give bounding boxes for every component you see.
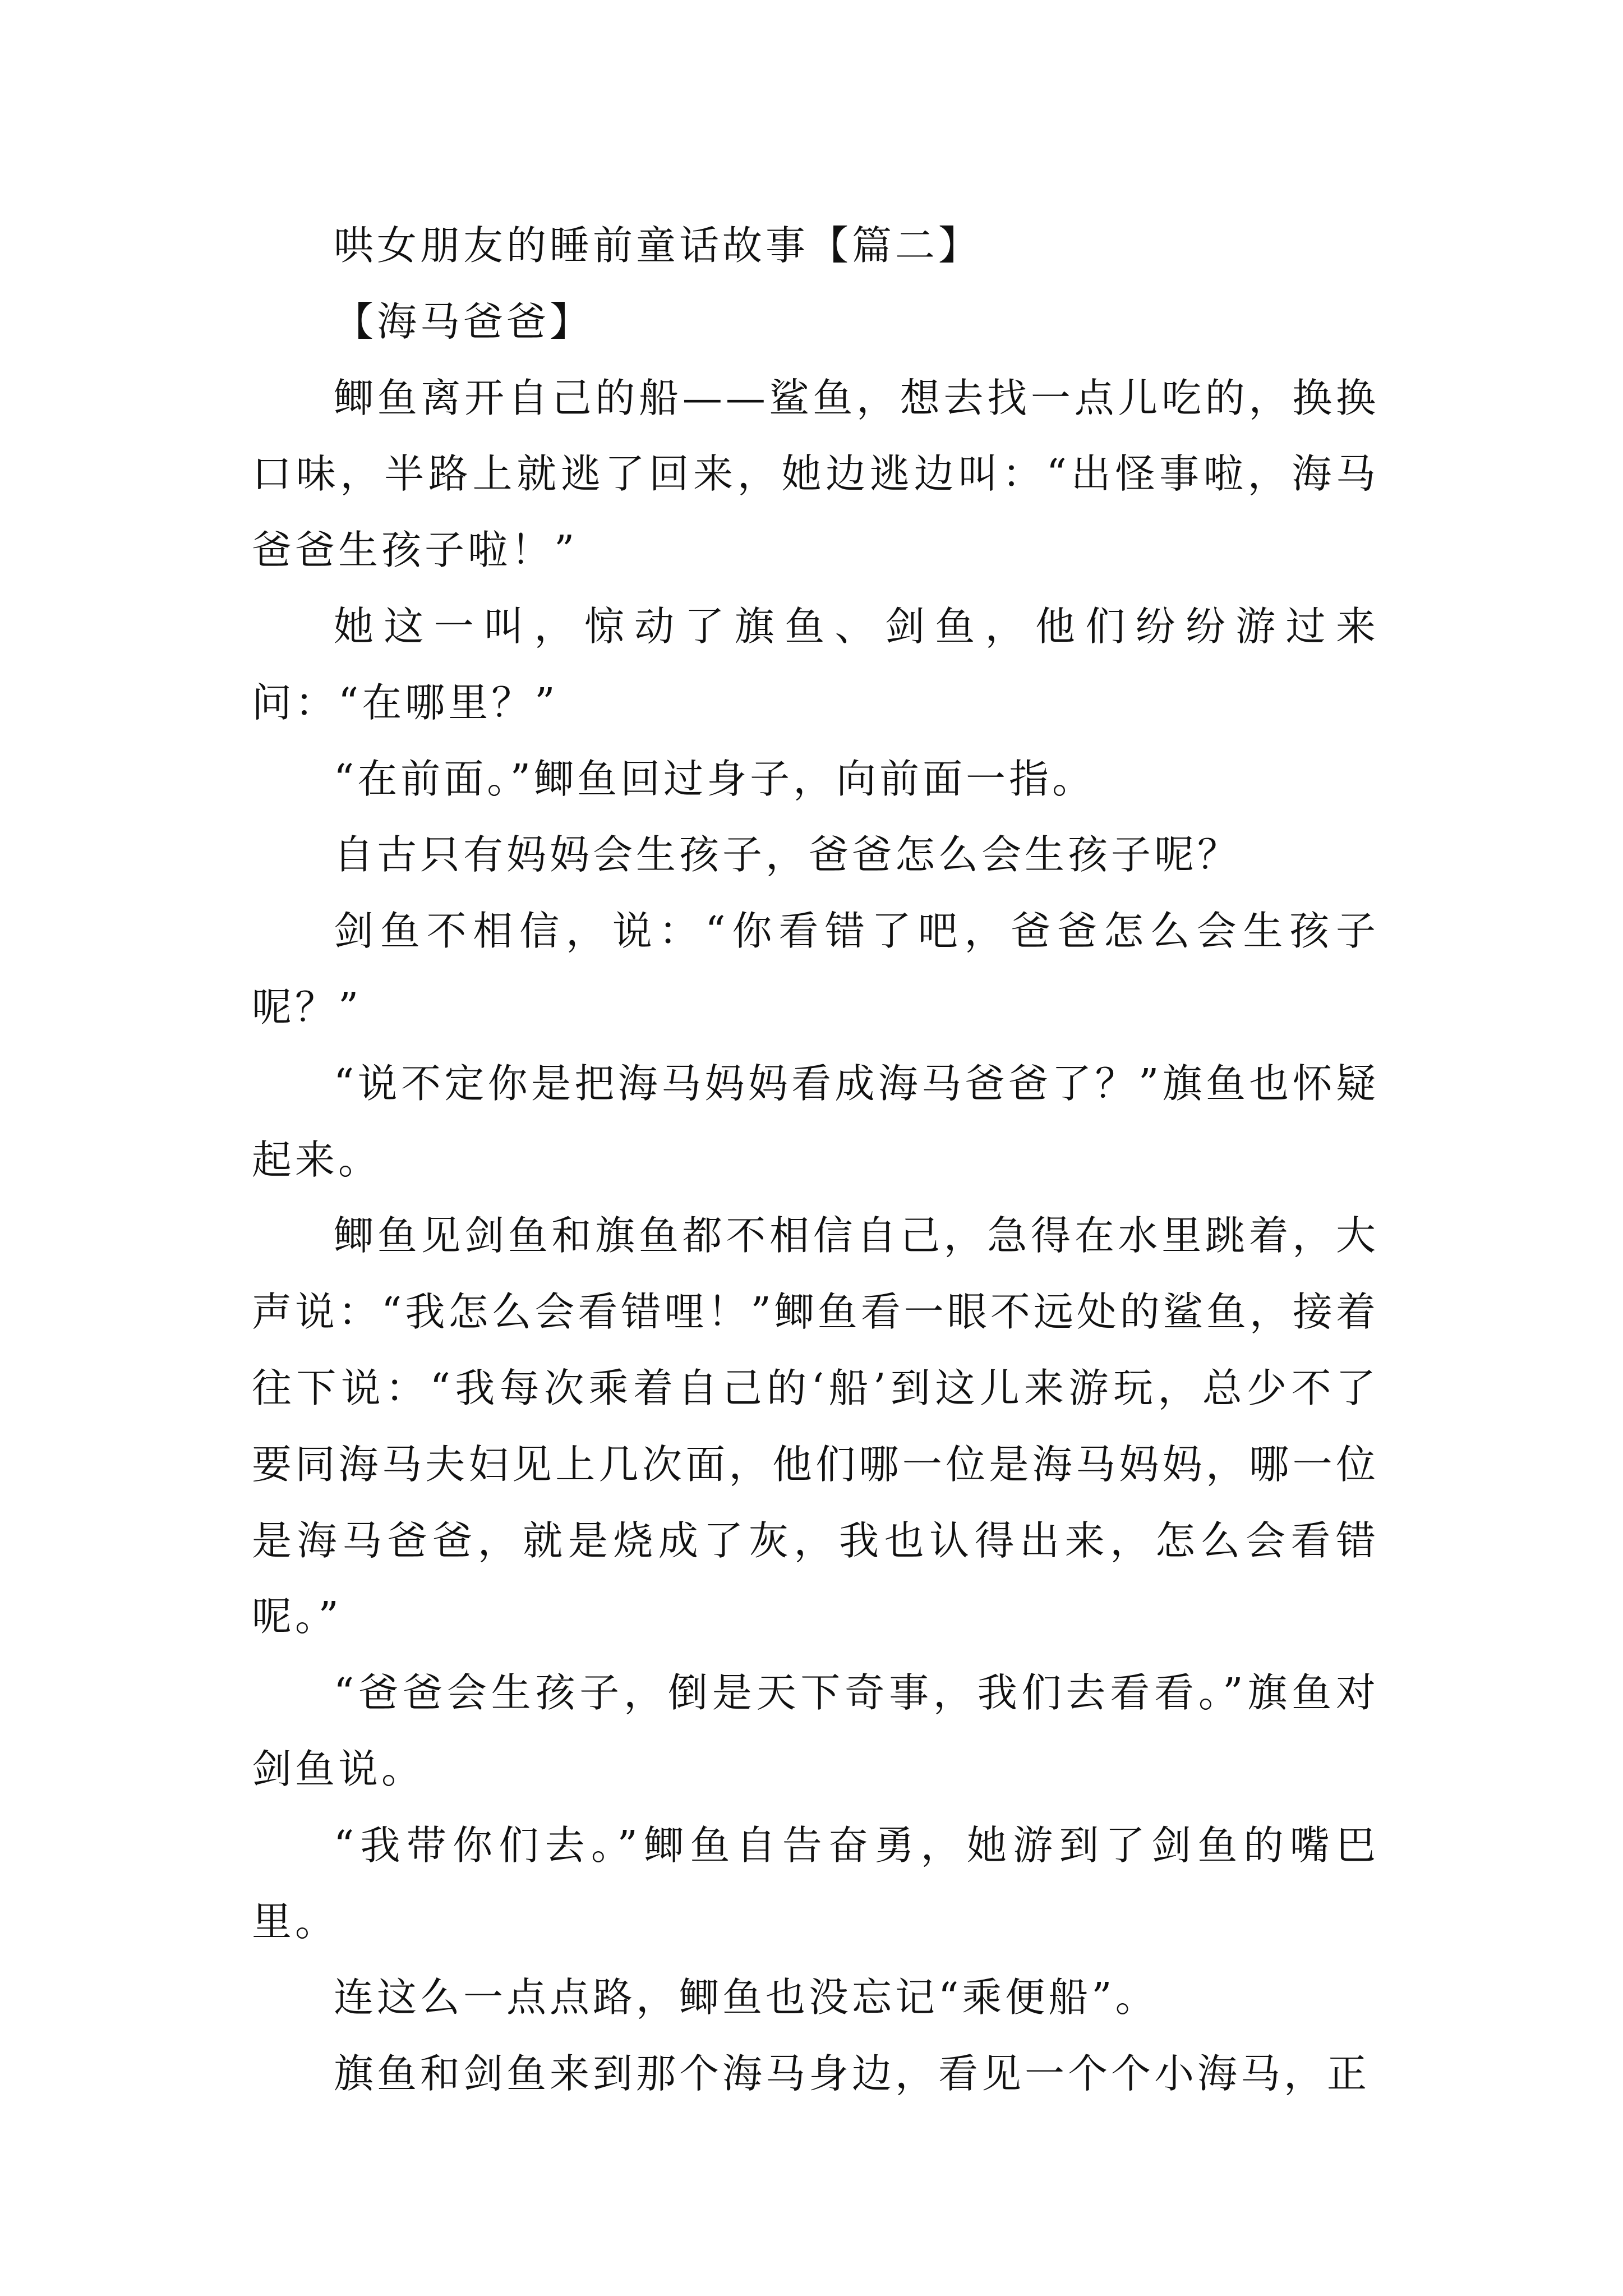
- paragraph: 鲫鱼见剑鱼和旗鱼都不相信自己，急得在水里跳着，大声说：“我怎么会看错哩！”鲫鱼看一眼不远处的鲨鱼，接着往下说：“我每次乘着自己的‘船’到这儿来游玩，总少不了要同海马夫妇见上几次面，他们哪一位是海马妈妈，哪一位是海马爸爸，就是烧成了灰，我也认得出来，怎么会看错呢。”: [252, 1212, 1379, 1640]
- paragraph: “爸爸会生孩子，倒是天下奇事，我们去看看。”旗鱼对剑鱼说。: [252, 1669, 1379, 1792]
- paragraph: “我带你们去。”鲫鱼自告奋勇，她游到了剑鱼的嘴巴里。: [252, 1821, 1379, 1945]
- document-title: 哄女朋友的睡前童话故事【篇二】: [334, 222, 982, 269]
- paragraph: 鲫鱼离开自己的船——鲨鱼，想去找一点儿吃的，换换口味，半路上就逃了回来，她边逃边叫：“出怪事啦，海马爸爸生孩子啦！”: [252, 374, 1379, 574]
- paragraph: 连这么一点点路，鲫鱼也没忘记“乘便船”。: [334, 1974, 1159, 2021]
- document-page: [252, 208, 1379, 2112]
- paragraph: “说不定你是把海马妈妈看成海马爸爸了？”旗鱼也怀疑起来。: [252, 1060, 1379, 1183]
- paragraph: 剑鱼不相信，说：“你看错了吧，爸爸怎么会生孩子呢？”: [252, 908, 1379, 1030]
- story-title: 【海马爸爸】: [334, 298, 593, 345]
- paragraph: “在前面。”鲫鱼回过身子，向前面一指。: [334, 755, 1096, 802]
- paragraph: 她这一叫，惊动了旗鱼、剑鱼，他们纷纷游过来问：“在哪里？”: [252, 602, 1379, 726]
- paragraph: 旗鱼和剑鱼来到那个海马身边，看见一个个小海马，正: [334, 2050, 1371, 2097]
- paragraph: 自古只有妈妈会生孩子，爸爸怎么会生孩子呢？: [334, 831, 1241, 878]
